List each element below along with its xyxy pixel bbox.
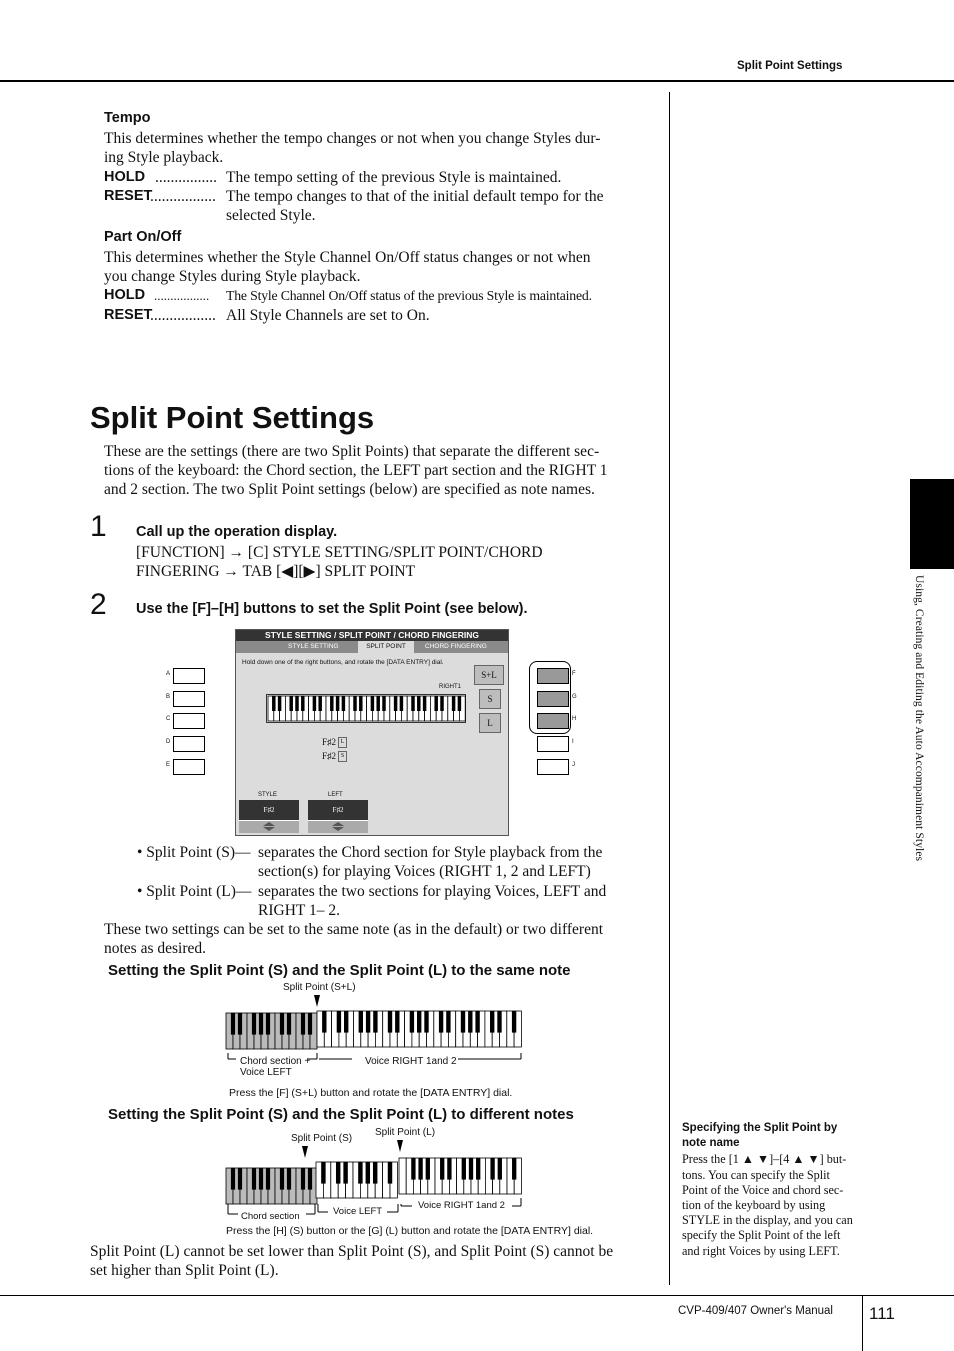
fig2-left-label: Voice LEFT xyxy=(333,1206,383,1217)
panel-button-i[interactable] xyxy=(537,736,569,752)
part-hold-label: HOLD xyxy=(104,287,146,303)
column-divider xyxy=(669,92,670,1285)
panel-label-i: I xyxy=(572,739,574,745)
panel-label-h: H xyxy=(572,716,577,722)
step-1-path-1: [FUNCTION] → [C] STYLE SETTING/SPLIT POINT/CHORD xyxy=(136,544,543,561)
lcd-btn-l[interactable]: L xyxy=(479,713,501,733)
section-intro-3: and 2 section. The two Split Point settings (below) are specified as note names. xyxy=(104,481,595,498)
side-note-line-4: tion of the keyboard by using xyxy=(682,1198,826,1212)
tempo-desc-2: ing Style playback. xyxy=(104,149,224,166)
tempo-reset-text-2: selected Style. xyxy=(226,207,316,224)
panel-button-h[interactable] xyxy=(537,713,569,729)
side-note-title-1: Specifying the Split Point by xyxy=(682,1122,838,1134)
lcd-screen xyxy=(235,629,509,836)
fig1-heading: Setting the Split Point (S) and the Split Point (L) to the same note xyxy=(108,962,571,979)
bullet-s-line1: separates the Chord section for Style playback from the xyxy=(258,844,603,861)
fig1-split-label: Split Point (S+L) xyxy=(283,982,356,993)
part-desc-1: This determines whether the Style Channel On/Off status changes or not when xyxy=(104,249,591,266)
part-reset-text: All Style Channels are set to On. xyxy=(226,307,430,324)
lcd-btn-s[interactable]: S xyxy=(479,689,501,709)
tempo-title: Tempo xyxy=(104,110,151,126)
closing-line-1: Split Point (L) cannot be set lower than Split Point (S), and Split Point (S) cannot be xyxy=(90,1243,614,1260)
running-title: Split Point Settings xyxy=(737,60,843,72)
bullet-l-line1: separates the two sections for playing Voices, LEFT and xyxy=(258,883,607,900)
lcd-note-s: F♯2 xyxy=(322,751,337,761)
closing-line-2: set higher than Split Point (L). xyxy=(90,1262,279,1279)
part-reset-label: RESET xyxy=(104,307,153,323)
bullet-l-label: • Split Point (L)— xyxy=(137,883,252,900)
lcd-tab-style-setting[interactable]: STYLE SETTING xyxy=(288,643,339,650)
lcd-style-updown[interactable] xyxy=(239,820,299,833)
part-hold-dots: ................. xyxy=(154,288,210,303)
side-note-line-7: and right Voices by using LEFT. xyxy=(682,1244,840,1258)
page-number: 111 xyxy=(869,1304,895,1323)
fig1-chord-label-2: Voice LEFT xyxy=(240,1067,292,1078)
fig2-caption: Press the [H] (S) button or the [G] (L) button and rotate the [DATA ENTRY] dial. xyxy=(226,1225,594,1237)
footer-divider xyxy=(862,1295,863,1351)
tempo-hold-text: The tempo setting of the previous Style is maintained. xyxy=(226,169,562,186)
footer-rule xyxy=(0,1295,954,1296)
tempo-hold-label: HOLD xyxy=(104,169,146,185)
section-title: Split Point Settings xyxy=(90,400,375,435)
lcd-btn-sl[interactable]: S+L xyxy=(474,665,504,685)
panel-label-d: D xyxy=(166,739,171,745)
lcd-tab-chord-fingering[interactable]: CHORD FINGERING xyxy=(425,643,487,650)
section-intro-1: These are the settings (there are two Split Points) that separate the different sec- xyxy=(104,443,600,460)
step-1-number: 1 xyxy=(90,510,107,543)
lcd-note-l: F♯2 xyxy=(322,737,337,747)
panel-button-g[interactable] xyxy=(537,691,569,707)
lcd-left-label: LEFT xyxy=(328,792,343,798)
panel-button-a[interactable] xyxy=(173,668,205,684)
bullet-s-label: • Split Point (S)— xyxy=(137,844,251,861)
lcd-keyboard-icon xyxy=(266,694,466,724)
step-2-title: Use the [F]–[H] buttons to set the Split Point (see below). xyxy=(136,601,528,617)
fig1-chord-label-1: Chord section + xyxy=(240,1056,311,1067)
step-2-number: 2 xyxy=(90,588,107,621)
chapter-tab xyxy=(910,479,954,569)
header-rule xyxy=(0,80,954,82)
bullet-s-line2: section(s) for playing Voices (RIGHT 1, 2 and LEFT) xyxy=(258,863,591,880)
after-bullets-2: notes as desired. xyxy=(104,940,207,957)
fig2-heading: Setting the Split Point (S) and the Split Point (L) to different notes xyxy=(108,1106,574,1123)
tempo-hold-dots: ................ xyxy=(155,169,217,186)
chapter-tab-text: Using, Creating and Editing the Auto Accompaniment Styles xyxy=(913,575,925,862)
panel-label-b: B xyxy=(166,694,171,700)
panel-button-d[interactable] xyxy=(173,736,205,752)
footer-manual: CVP-409/407 Owner's Manual xyxy=(678,1305,833,1317)
lcd-note-l-tag: L xyxy=(338,737,347,748)
lcd-title: STYLE SETTING / SPLIT POINT / CHORD FINGERING xyxy=(236,630,508,641)
tempo-desc-1: This determines whether the tempo changes or not when you change Styles dur- xyxy=(104,130,601,147)
lcd-left-value[interactable]: F♯2 xyxy=(308,800,368,820)
section-intro-2: tions of the keyboard: the Chord section, the LEFT part section and the RIGHT 1 xyxy=(104,462,608,479)
side-note-line-6: specify the Split Point of the left xyxy=(682,1228,841,1242)
panel-label-c: C xyxy=(166,716,171,722)
fig2-chord-label: Chord section xyxy=(241,1211,300,1222)
part-title: Part On/Off xyxy=(104,229,182,245)
lcd-right-label: RIGHT1 xyxy=(439,684,462,690)
panel-label-e: E xyxy=(166,762,171,768)
panel-button-f[interactable] xyxy=(537,668,569,684)
lcd-style-label: STYLE xyxy=(258,792,278,798)
panel-button-e[interactable] xyxy=(173,759,205,775)
panel-button-b[interactable] xyxy=(173,691,205,707)
fig1-right-label: Voice RIGHT 1and 2 xyxy=(365,1056,457,1067)
fig2-right-label: Voice RIGHT 1and 2 xyxy=(418,1200,505,1211)
fig1-keyboard-diagram xyxy=(222,993,527,1063)
after-bullets-1: These two settings can be set to the same note (as in the default) or two different xyxy=(104,921,604,938)
part-reset-dots: ................. xyxy=(150,307,216,324)
tempo-reset-dots: ................. xyxy=(150,188,216,205)
lcd-left-updown[interactable] xyxy=(308,820,368,833)
fig1-caption: Press the [F] (S+L) button and rotate the [DATA ENTRY] dial. xyxy=(229,1087,513,1099)
panel-button-c[interactable] xyxy=(173,713,205,729)
side-note-title-2: note name xyxy=(682,1137,740,1149)
panel-label-f: F xyxy=(572,671,576,677)
lcd-style-value[interactable]: F♯2 xyxy=(239,800,299,820)
fig2-split-l-label: Split Point (L) xyxy=(375,1127,436,1138)
bullet-l-line2: RIGHT 1– 2. xyxy=(258,902,340,919)
lcd-note-s-tag: S xyxy=(338,751,347,762)
step-1-path-2: FINGERING → TAB [◀][▶] SPLIT POINT xyxy=(136,563,416,580)
side-note-line-1: Press the [1 ▲ ▼]–[4 ▲ ▼] but- xyxy=(682,1152,847,1166)
side-note-line-2: tons. You can specify the Split xyxy=(682,1168,830,1182)
side-note-line-3: Point of the Voice and chord sec- xyxy=(682,1183,844,1197)
step-1-title: Call up the operation display. xyxy=(136,524,338,540)
panel-button-j[interactable] xyxy=(537,759,569,775)
lcd-instruction: Hold down one of the right buttons, and rotate the [DATA ENTRY] dial. xyxy=(242,659,444,666)
side-note-line-5: STYLE in the display, and you can xyxy=(682,1213,853,1227)
panel-label-j: J xyxy=(572,762,575,768)
panel-label-a: A xyxy=(166,671,171,677)
tempo-reset-label: RESET xyxy=(104,188,153,204)
panel-label-g: G xyxy=(572,694,577,700)
tempo-reset-text-1: The tempo changes to that of the initial default tempo for the xyxy=(226,188,604,205)
part-hold-text: The Style Channel On/Off status of the previous Style is maintained. xyxy=(226,288,592,303)
fig2-split-s-label: Split Point (S) xyxy=(291,1133,353,1144)
lcd-tab-split-point[interactable]: SPLIT POINT xyxy=(358,641,414,653)
part-desc-2: you change Styles during Style playback. xyxy=(104,268,361,285)
